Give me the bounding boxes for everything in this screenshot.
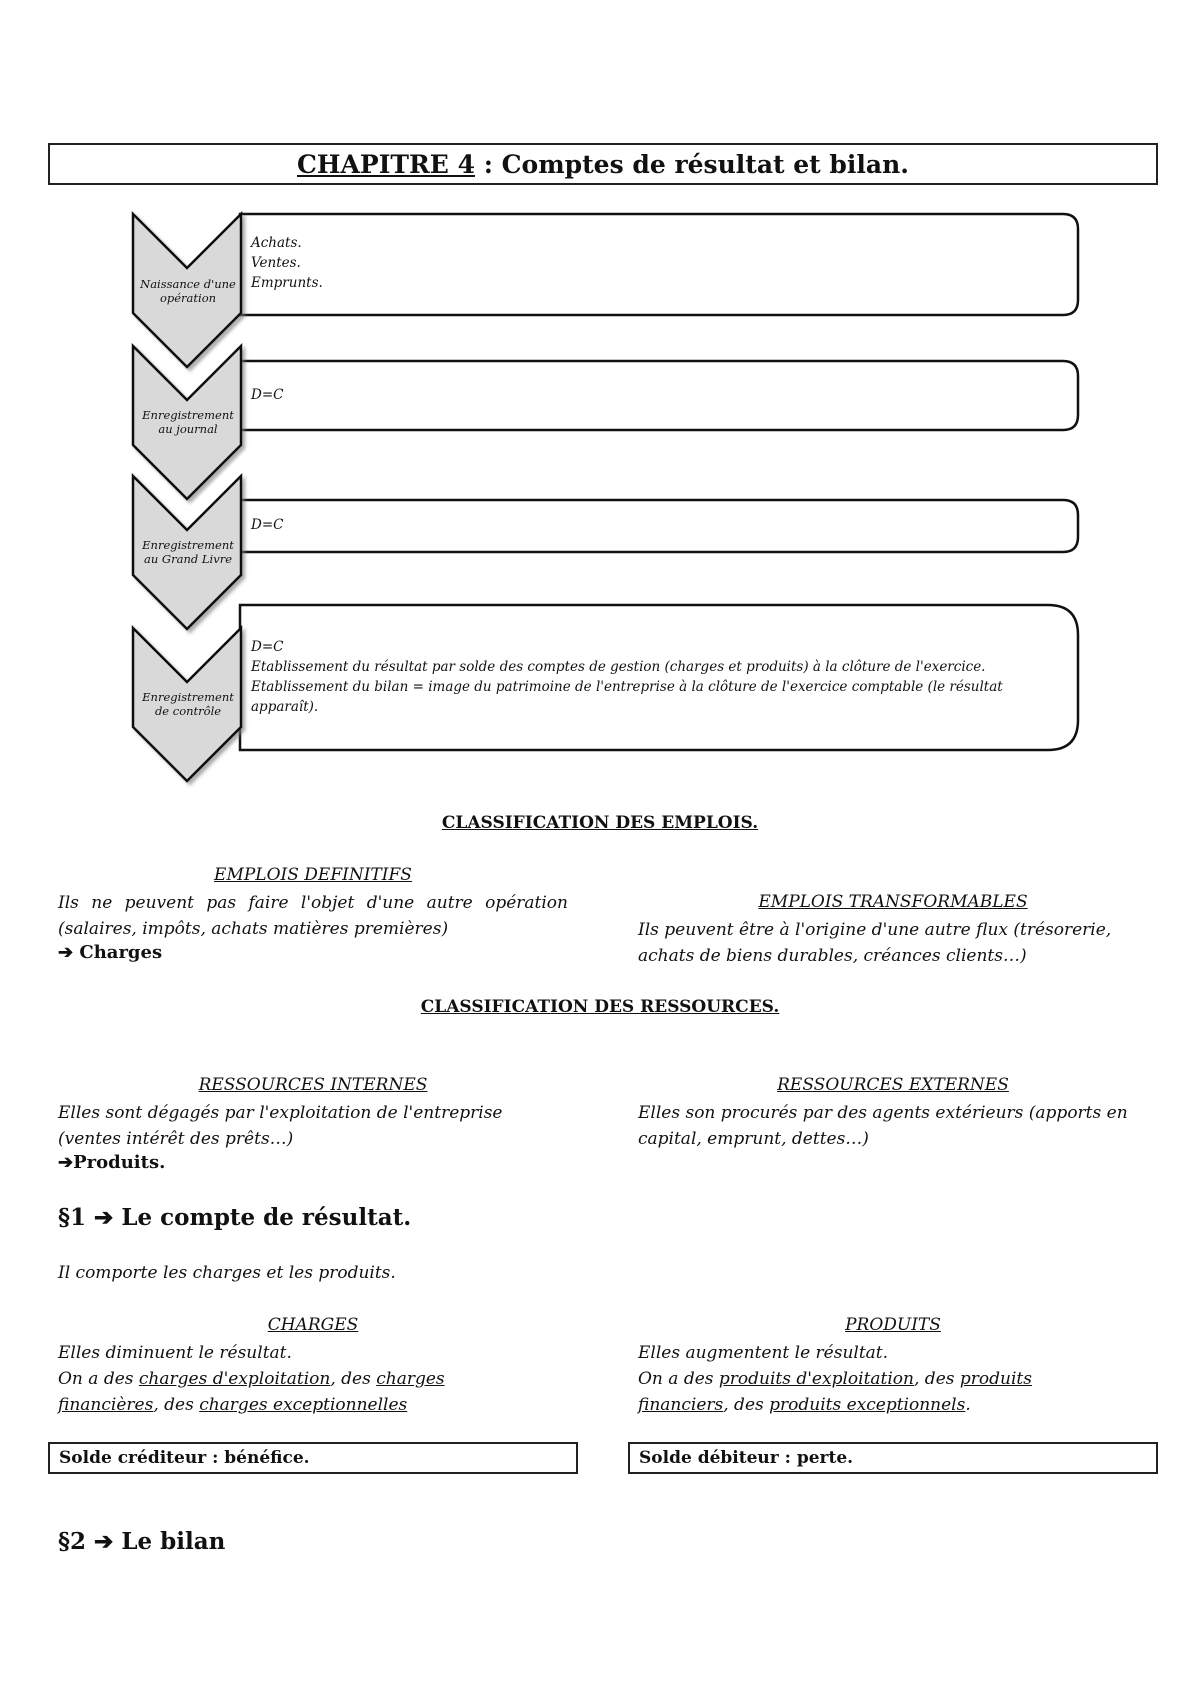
produits-title: PRODUITS: [845, 1315, 941, 1335]
flow-box-2-text: D=C: [251, 387, 284, 403]
charges-title: CHARGES: [267, 1315, 359, 1335]
flow-step-2-label: Enregistrement au journal: [142, 408, 234, 436]
flow-step-4-label: Enregistrement de contrôle: [142, 690, 234, 718]
emplois-definitifs-title: EMPLOIS DEFINITIFS: [214, 865, 412, 885]
chapter-label: CHAPITRE 4: [297, 149, 475, 179]
arrow-right-icon: ➔: [58, 1152, 74, 1173]
solde-crediteur-box: Solde créditeur : bénéfice.: [48, 1442, 578, 1474]
section-1-intro: Il comporte les charges et les produits.: [58, 1263, 396, 1283]
ressources-heading: CLASSIFICATION DES RESSOURCES.: [420, 997, 780, 1017]
emplois-heading: CLASSIFICATION DES EMPLOIS.: [441, 813, 759, 833]
emplois-transformables-title: EMPLOIS TRANSFORMABLES: [758, 892, 1028, 912]
section-1-heading: §1 ➔ Le compte de résultat.: [58, 1204, 412, 1231]
ressources-externes-title: RESSOURCES EXTERNES: [777, 1075, 1009, 1095]
ressources-internes-text: Elles sont dégagés par l'exploitation de l'entreprise (ventes intérêt des prêts…): [58, 1103, 503, 1149]
flow-box-1-text: Achats. Ventes. Emprunts.: [251, 235, 323, 291]
section-2-heading: §2 ➔ Le bilan: [58, 1528, 226, 1555]
charges-text: Elles diminuent le résultat. On a des charges d'exploitation, des charges financières, des charges exceptionnelles: [58, 1343, 445, 1415]
solde-debiteur-box: Solde débiteur : perte.: [628, 1442, 1158, 1474]
ressources-internes-title: RESSOURCES INTERNES: [198, 1075, 428, 1095]
ressources-externes-text: Elles son procurés par des agents extérieurs (apports en capital, emprunt, dettes…): [638, 1103, 1128, 1149]
flow-step-1-label: Naissance d'une opération: [140, 277, 236, 305]
arrow-right-icon: ➔: [94, 1528, 114, 1555]
arrow-right-icon: ➔: [94, 1204, 114, 1231]
emplois-definitifs-text: Ils ne peuvent pas faire l'objet d'une autre opération (salaires, impôts, achats matières premières): [58, 893, 568, 939]
chapter-title: : Comptes de résultat et bilan.: [483, 149, 909, 179]
emplois-definitifs-result: ➔ Charges: [58, 942, 163, 963]
flow-box-4-text: D=C Etablissement du résultat par solde des comptes de gestion (charges et produits) à la clôture de l'exercice. Etablissement du bilan = image du patrimoine de l'entreprise à la clôture de l'exercice comptable (le résultat apparaît).: [251, 639, 1003, 715]
flow-box-3-text: D=C: [251, 517, 284, 533]
produits-text: Elles augmentent le résultat. On a des produits d'exploitation, des produits financiers, des produits exceptionnels.: [638, 1343, 1032, 1415]
arrow-right-icon: ➔: [58, 942, 74, 963]
emplois-transformables-text: Ils peuvent être à l'origine d'une autre flux (trésorerie, achats de biens durables, créances clients…): [638, 920, 1112, 966]
flow-step-3-label: Enregistrement au Grand Livre: [142, 538, 234, 566]
ressources-internes-result: ➔Produits.: [58, 1152, 166, 1173]
